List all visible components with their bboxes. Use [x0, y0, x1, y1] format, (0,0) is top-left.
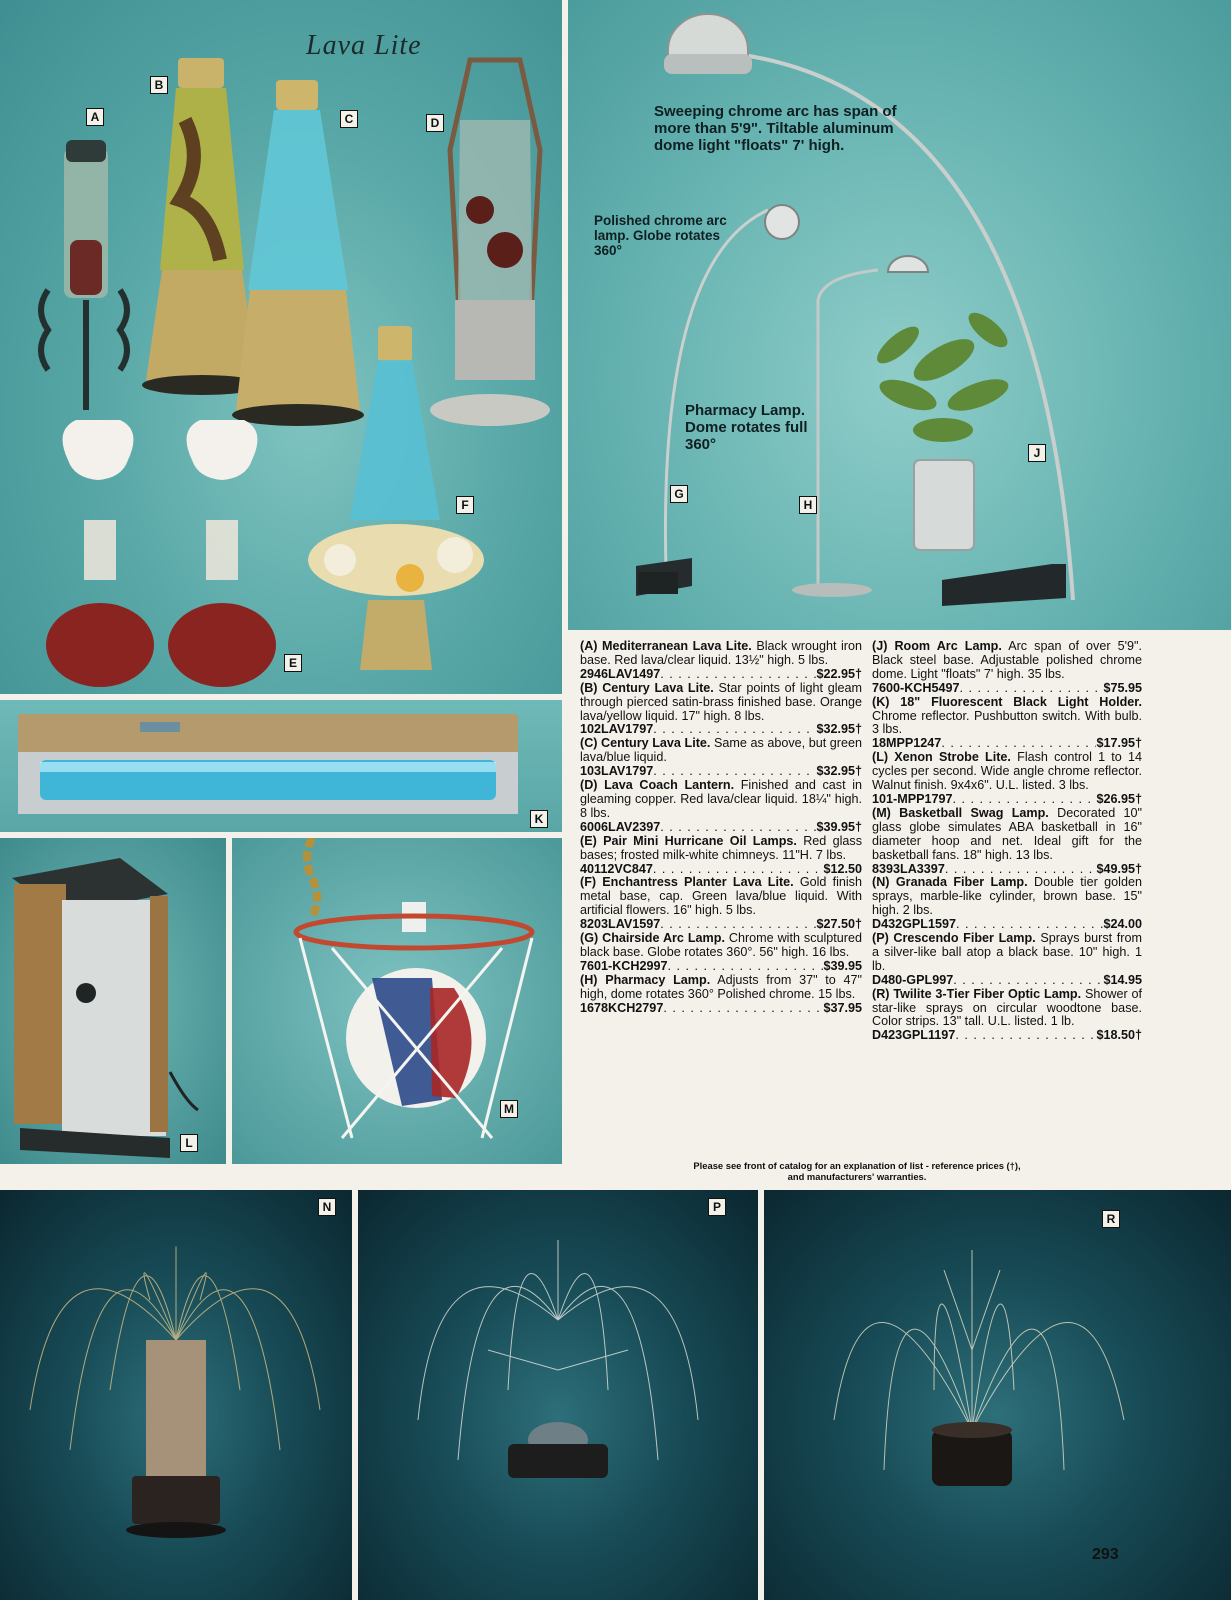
item-price: $27.50†: [816, 917, 862, 932]
pharmacy-caption: Pharmacy Lamp. Dome rotates full 360°: [685, 402, 808, 453]
item-text: Finished and cast in gleaming copper. Red lava/clear liquid. 18¼" high. 8 lbs.: [580, 778, 862, 820]
item-text: Star points of light gleam through pierced satin-brass finished base. Orange lava/yellow liquid. 17" high. 8 lbs.: [580, 680, 863, 723]
item-code: 40112VC847: [580, 861, 653, 876]
lamp-a-shape: [41, 140, 127, 410]
fiber-n-illustration: [0, 1190, 352, 1600]
room-arc-caption: Sweeping chrome arc has span of more than 5'9". Tiltable aluminum dome light "floats" 7' high.: [654, 103, 897, 154]
item-p: [872, 932, 1142, 988]
letter-p: P: [708, 1198, 726, 1216]
fiber-lamp-r-photo: [764, 1190, 1231, 1600]
item-code: 102LAV1797: [580, 722, 654, 737]
letter-d: D: [426, 114, 444, 132]
item-title: (P) Crescendo Fiber Lamp.: [872, 931, 1036, 946]
letter-b: B: [150, 76, 168, 94]
item-price: $75.95: [1103, 680, 1142, 695]
item-price: $32.95†: [816, 722, 862, 737]
letter-g: G: [670, 485, 688, 503]
item-code: 8393LA3397: [872, 861, 945, 876]
item-title: (D) Lava Coach Lantern.: [580, 778, 735, 793]
page-number: 293: [1092, 1546, 1119, 1563]
item-m: [872, 807, 1142, 877]
fiber-r-illustration: [764, 1190, 1231, 1600]
item-h: [580, 974, 862, 1016]
lava-lite-logo: Lava Lite: [306, 30, 422, 61]
item-text: Double tier golden sprays, marble-like cylinder, brown base. 15" high. 2 lbs.: [872, 875, 1142, 918]
item-title: (C) Century Lava Lite.: [580, 736, 711, 751]
item-price: $22.95†: [816, 666, 862, 681]
item-text: Black wrought iron base. Red lava/clear liquid. 13½" high. 5 lbs.: [580, 639, 862, 667]
item-title: (B) Century Lava Lite.: [580, 680, 714, 695]
lamp-d-shape: [430, 60, 550, 426]
item-price: $18.50†: [1096, 1028, 1142, 1043]
letter-n: N: [318, 1198, 336, 1216]
letter-e: E: [284, 654, 302, 672]
letter-h: H: [799, 496, 817, 514]
item-text: Decorated 10" glass globe simulates ABA basketball in 16" diameter hoop and net. Ideal gift for the basketball fans. 18" high. 13 lbs.: [872, 805, 1143, 862]
item-code: 101-MPP1797: [872, 791, 953, 806]
item-e: [580, 835, 862, 877]
item-price: $37.95: [823, 1000, 862, 1015]
item-text: Same as above, but green lava/blue liquid.: [580, 736, 862, 765]
item-text: Red glass bases; frosted milk-white chimneys. 11"H. 7 lbs.: [580, 833, 862, 862]
arc-lamps-illustration: [568, 0, 1231, 630]
item-title: (H) Pharmacy Lamp.: [580, 972, 711, 987]
item-code: D480-GPL997: [872, 972, 954, 987]
letter-l: L: [180, 1134, 198, 1152]
strobe-illustration: [0, 838, 226, 1164]
item-title: (F) Enchantress Planter Lava Lite.: [580, 875, 794, 890]
item-b: [580, 682, 862, 738]
item-title: (J) Room Arc Lamp.: [872, 639, 1002, 653]
letter-f: F: [456, 496, 474, 514]
item-d: [580, 779, 862, 835]
fiber-p-illustration: [358, 1190, 758, 1600]
item-code: 8203LAV1597: [580, 917, 661, 932]
chairside-arc-caption: Polished chrome arc lamp. Globe rotates 360°: [594, 213, 727, 258]
item-text: Sprays burst from a silver-like ball atop a black base. 10" high. 1 lb.: [872, 931, 1142, 973]
item-text: Adjusts from 37" to 47" high, dome rotates 360° Polished chrome. 15 lbs.: [580, 972, 862, 1001]
fiber-lamp-n-photo: [0, 1190, 352, 1600]
lamp-e-shape: [46, 420, 276, 687]
letter-k: K: [530, 810, 548, 828]
item-text: Chrome reflector. Pushbutton switch. With bulb. 3 lbs.: [872, 708, 1142, 737]
item-f: [580, 876, 862, 932]
black-light-illustration: [0, 700, 562, 832]
item-title: (E) Pair Mini Hurricane Oil Lamps.: [580, 833, 797, 848]
item-code: 7600-KCH5497: [872, 680, 960, 695]
item-j: [872, 640, 1142, 696]
letter-r: R: [1102, 1210, 1120, 1228]
item-price: $32.95†: [816, 764, 862, 779]
item-title: (N) Granada Fiber Lamp.: [872, 875, 1028, 890]
item-price: $39.95: [823, 958, 862, 973]
item-code: D432GPL1597: [872, 917, 957, 932]
item-text: Chrome with sculptured black base. Globe rotates 360°. 56" high. 16 lbs.: [580, 931, 862, 959]
item-code: 6006LAV2397: [580, 819, 661, 834]
item-k: [872, 696, 1142, 752]
item-text: Shower of star-like sprays on circular woodtone base. Color strips. 13" tall. U.L. listed. 1 lb.: [872, 986, 1143, 1029]
lamp-c-shape: [232, 80, 364, 426]
item-price: $14.95: [1103, 972, 1142, 987]
item-price: $39.95†: [816, 819, 862, 834]
basketball-lamp-photo: [232, 838, 562, 1164]
item-a: [580, 640, 862, 682]
lava-lite-photo: [0, 0, 562, 694]
item-text: Flash control 1 to 14 cycles per second. Wide angle chrome reflector. Walnut finish. 9x4x6". U.L. listed. 3 lbs.: [872, 750, 1143, 793]
item-price: $49.95†: [1096, 861, 1142, 876]
description-column-left: [580, 640, 862, 1015]
item-c: [580, 737, 862, 779]
item-text: Gold finish metal base, cap. Green lava/blue liquid. With artificial flowers. 16" high. 5 lbs.: [580, 875, 862, 918]
item-code: 103LAV1797: [580, 764, 654, 779]
letter-a: A: [86, 108, 104, 126]
item-text: Arc span of over 5'9". Black steel base. Adjustable polished chrome dome. Light "floats" 7' high. 35 lbs.: [872, 639, 1142, 681]
letter-m: M: [500, 1100, 518, 1118]
item-n: [872, 876, 1142, 932]
item-code: 18MPP1247: [872, 736, 942, 751]
letter-c: C: [340, 110, 358, 128]
item-price: $24.00: [1103, 917, 1142, 932]
item-title: (G) Chairside Arc Lamp.: [580, 931, 725, 946]
description-column-right: [872, 640, 1142, 1043]
item-code: 1678KCH2797: [580, 1000, 664, 1015]
item-title: (M) Basketball Swag Lamp.: [872, 805, 1049, 820]
item-g: [580, 932, 862, 974]
fiber-lamp-p-photo: [358, 1190, 758, 1600]
strobe-lite-photo: [0, 838, 226, 1164]
item-title: (A) Mediterranean Lava Lite.: [580, 639, 752, 653]
item-price: $26.95†: [1096, 791, 1142, 806]
item-title: (L) Xenon Strobe Lite.: [872, 750, 1011, 765]
item-title: (R) Twilite 3-Tier Fiber Optic Lamp.: [872, 986, 1082, 1001]
arc-lamps-photo: [568, 0, 1231, 630]
letter-j: J: [1028, 444, 1046, 462]
item-code: 7601-KCH2997: [580, 958, 668, 973]
black-light-photo: [0, 700, 562, 832]
item-price: $17.95†: [1096, 736, 1142, 751]
item-r: [872, 988, 1142, 1044]
item-code: D423GPL1197: [872, 1028, 956, 1043]
item-price: $12.50: [823, 861, 862, 876]
item-l: [872, 751, 1142, 807]
lava-lamps-illustration: [0, 0, 562, 694]
item-code: 2946LAV1497: [580, 666, 661, 681]
price-footnote: Please see front of catalog for an explanation of list - reference prices (†), and manufacturers' warranties.: [693, 1160, 1021, 1182]
item-title: (K) 18" Fluorescent Black Light Holder.: [872, 694, 1142, 709]
